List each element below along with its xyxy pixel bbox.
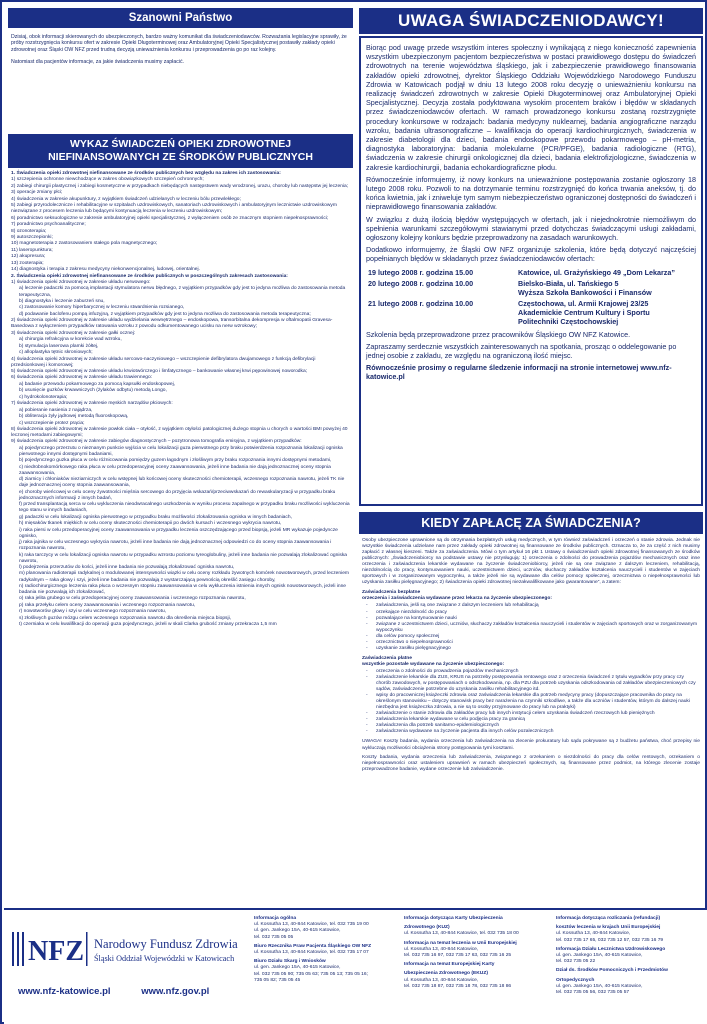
- contact-line: tel. 032 735 05 90; 735 05 63; 735 05 13; 735 05 16;: [254, 971, 368, 977]
- national-site-link[interactable]: www.nfz.gov.pl: [141, 986, 210, 997]
- contact-heading: Dział ds. Środków Pomocniczych i Przedmiotów: [556, 968, 668, 974]
- free-title: Zaświadczenia bezpłatne: [362, 590, 421, 596]
- regional-site-link[interactable]: www.nfz-katowice.pl: [18, 986, 111, 997]
- list-item: b) usunięcie guzków krwawniczych (żylaków odbytu) metodą Longo,: [19, 388, 167, 394]
- contact-line: ul. gen. Jankego 15A, 40-615 Katowice,: [556, 983, 643, 989]
- bullet-item: [362, 622, 700, 634]
- intro-text: [8, 28, 353, 128]
- list-item: 14) diagnostyka i terapia z zakresu medycyny niekonwencjonalnej, ludowej, orientalnej.: [11, 267, 200, 273]
- list-item: m) planowania radioterapii radykalnej o modulowanej intensywności wiązki w celu oceny rozkładu żywotnych komórek nowotworowych, przed leczeniem radykalnym – raka głowy i szyi, jeżeli inne badania nie pozwalają z wystarczającą pewnością określić zasięgu choroby,: [19, 571, 350, 583]
- contact-line: tel. 032 735 16 97, 032 735 17 63, 032 735 16 25: [404, 953, 512, 959]
- list-item: 1. Świadczenia opieki zdrowotnej niefinansowane ze środków publicznych bez względu na zakres ich zastosowania:: [11, 171, 281, 176]
- contact-line: tel. 032 735 17 65, 032 735 12 57, 032 735 16 79: [556, 937, 664, 943]
- list-banner-line: WYKAZ ŚWIADCZEŃ OPIEKI ZDROWOTNEJ: [69, 138, 292, 150]
- session-place-line: Bielsko-Biała, ul. Tańskiego 5: [518, 278, 619, 288]
- contact-line: ul. gen. Jankego 15A, 40-615 Katowice,: [254, 965, 341, 971]
- bullet-text: zaświadczenia lekarskie wydawane w celu podjęcia pracy za granicą: [376, 717, 525, 723]
- list-banner: [8, 134, 353, 168]
- session-row: [366, 278, 696, 298]
- list-item: s) złośliwych guzów mózgu celem wczesnego rozpoznania nawrotu dla określenia miejsca biopsji,: [19, 615, 232, 621]
- intro-paragraph: Natomiast dla pacjentów informacje, za jakie świadczenia musimy zapłacić.: [11, 59, 184, 66]
- bullet-text: zaświadczenia wydawane na życzenie pacjenta dla innych celów pozaleczniczych: [376, 729, 554, 735]
- bullet-text: zaświadczenie lekarskie dla ZUS, KRUS na potrzeby postępowania rentowego oraz z orzeczenia świadczeń z tytułu wypadków przy pracy czy chorób zawodowych, w postępowaniach o odszkodowania, np. dla PZU dla potrzeb uzyskania odszkodowania od zakładów ubezpieczeniowych czy sądów, zaświadczenie potrzebne do uzyskania zasiłku rehabilitacyjnego itd.: [376, 674, 696, 693]
- session-date: 20 lutego 2008 r. godzina 10.00: [368, 278, 474, 288]
- list-item: k) raka tarczycy w celu lokalizacji ogniska nawrotu w przypadku wzrostu poziomu tyreoglobuliny, jeżeli inne badania nie pozwalają zlokalizować ogniska nawrotu,: [19, 552, 348, 564]
- bullet-text: związane z uczestnictwem dzieci, uczniów, słuchaczy zakładów kształcenia nauczycieli i studentów w zajęciach sportowych oraz w zorganizowanym wypoczynku: [376, 621, 698, 633]
- list-item: 5) zabiegi przyrodolecznicze i rehabilitacyjne w szpitalach uzdrowiskowych, sanatoriach uzdrowiskowych i ambulatoryjnym lecznictwie uzdrowiskowym niezwiązane z procesem leczenia lub będącymi kontynuacją leczenia w leczeniu uzdrowiskowym;: [11, 203, 337, 215]
- list-item: c) hydrokolonoterapia;: [19, 394, 68, 400]
- final-note: Koszty badania, wydania orzeczenia lub zaświadczenia, związanego z orzekaniem o niezdolności do pracy dla celów rentowych, orzekaniem o niepełnosprawności oraz ustaleniem uprawnień w ramach ubezpieczeń społecznych, są finansowane przez podmiot, na którego zlecenie zostaje przeprowadzone badanie, wydane orzeczenie lub zaświadczenie.: [362, 754, 700, 772]
- warning-paragraph: Biorąc pod uwagę przede wszystkim interes społeczny i wynikającą z niego konieczność zapewnienia wszystkim ubezpieczonym pacjentom bezpieczeństwa w postaci prawidłowego dostępu do świadczeń zdrowotnych na terenie województwa śląskiego, jak i zabezpieczenie prawidłowego finansowania zakładów opieki zdrowotnej, dyrektor Śląskiego Oddziału Wojewódzkiego Narodowego Funduszu Zdrowia w Katowicach podjął w dniu 13 lutego 2008 roku decyzję o unieważnieniu konkursu na realizację świadczeń zdrowotnych w zakresie Opieki Długoterminowej oraz Ambulatoryjnej Opieki Specjalistycznej. Decyzja została podyktowana wysokim procentem braków i błędów w składanych przez świadczeniodawców ofertach. W ramach prowadzonego konkursu zostaną rozstrzygnięte procedury konkursowe w rodzajach: badania medycyny nuklearnej, badania angiograficzne narządu wzroku, badania ultrasonograficzne – kwalifikacja do operacji kardiochirurgicznych, świadczenia w zakresie diabetologii dla dzieci, badania endoskopowe przewodu pokarmowego – pH-metria, diagnostyka laboratoryjna: badania molekularne (PCR/PFGE), badania radiologiczne (RTG), świadczenia w zakresie chirurgii onkologicznej dla dzieci, badania elektrofizjologiczne, świadczenia w zakresie kardiochirurgii, badania echokardiograficzne płodu.: [366, 43, 696, 172]
- list-item: a) pobieranie nasienia z najądrza,: [19, 407, 93, 413]
- contact-heading: Informacja na temat Europejskiej Karty: [404, 962, 495, 968]
- contact-heading: Informacja dotycząca Karty Ubezpieczenia: [404, 916, 503, 921]
- contact-heading: Informacja Działu Lecznictwa Uzdrowiskowego: [556, 946, 666, 952]
- list-item: c) zastosowanie komory hiperbarycznej w leczeniu stwardnienia rozsianego,: [19, 305, 185, 311]
- payment-intro: Osoby ubezpieczone uprawnione są do otrzymania bezpłatnych usług medycznych, w tym również zaświadczeń i orzeczeń o stanie zdrowia. Jednak nie wszystkie świadczenia udzielane nam przez zakłady opieki zdrowotnej są finansowane ze środków publicznych. Oznacza to, że za część z nich musimy zapłacić z własnej kieszeni. Także za zaświadczenia. Mówi o tym artykuł 16 pkt 1 Ustawy o świadczeniach opieki zdrowotnej finansowanych ze środków publicznych: „Świadczeniobiorcy na podstawie ustawy nie przysługują: 1) orzeczenia o zdolności do prowadzenia pojazdów mechanicznych oraz inne orzeczenia i zaświadczenia lekarskie wydawane na życzenie świadczeniobiorcy, jeżeli nie są one związane z dalszym leczeniem, rehabilitacją, niezdolnością do pracy, kontynuowaniem nauki, uczestnictwem dzieci, uczniów, słuchaczy zakładów kształcenia nauczycieli i studentów w zajęciach sportowych i w zorganizowanym wypoczynku, a także jeżeli nie są wydawane dla celów pomocy społecznej, orzecznictwa o niepełnosprawności lub uzyskania zasiłku pielęgnacyjnego; 2) świadczenia opieki zdrowotnej niezakwalifikowane jako gwarantowane”, a zatem:: [362, 538, 700, 586]
- dash-bullet-icon: -: [366, 717, 368, 723]
- list-item: c) wszczepienie protez prącia;: [19, 420, 85, 426]
- dash-bullet-icon: -: [366, 693, 368, 699]
- list-item: 11) laseropunktura;: [11, 247, 53, 253]
- right-column: [359, 8, 703, 906]
- dash-bullet-icon: -: [366, 674, 368, 680]
- bullet-item: [362, 675, 700, 693]
- session-place: [516, 278, 696, 298]
- list-item: 2) zabiegi chirurgii plastycznej i zabiegi kosmetyczne w przypadkach niebędących następstwem wady wrodzonej, urazu, choroby lub następstw jej leczenia;: [11, 183, 349, 189]
- dash-bullet-icon: -: [366, 723, 368, 729]
- list-item: t) czerniaka w celu kwalifikacji do operacji guza pojedynczego, jeżeli w skali Clarka grubość zmiany przekracza 1,5 mm: [19, 622, 277, 628]
- footer-contacts-1: [254, 916, 402, 984]
- footer-contacts-3: [556, 916, 704, 996]
- list-item: 3) świadczenia opieki zdrowotnej w zakresie gałki ocznej:: [11, 330, 136, 336]
- contact-line: ul. Kossutha 13, 40-844 Katowice,: [556, 931, 631, 937]
- services-list: [8, 168, 353, 906]
- warning-box: [359, 36, 703, 506]
- contact-line: ul. gen. Jankego 15A, 40-615 Katowice,: [254, 928, 341, 934]
- org-name: Narodowy Fundusz Zdrowia: [94, 937, 238, 951]
- list-item: 7) poradnictwo psychoanalityczne;: [11, 222, 86, 228]
- list-item: a) chirurgia refrakcyjna w korekcie wad wzroku,: [19, 337, 122, 343]
- dash-bullet-icon: -: [366, 639, 368, 645]
- warning-banner: UWAGA ŚWIADCZENIODAWCY!: [359, 8, 703, 34]
- warning-paragraph: W związku z dużą ilością błędów występujących w ofertach, jak i niejednokrotnie niemożliwym do spełnienia warunkami szczegółowymi stawianymi przed dotychczas świadczącymi usługi zakładami, ogłoszony kolejny konkurs będzie przeprowadzony na zasadach warunkowych.: [366, 214, 696, 243]
- dash-bullet-icon: -: [366, 645, 368, 651]
- list-item: 1) świadczenia opieki zdrowotnej w zakresie układu nerwowego:: [11, 280, 151, 286]
- session-place: [516, 298, 696, 327]
- contact-heading: Biuro Rzecznika Praw Pacjenta Śląskiego OW NFZ: [254, 943, 372, 949]
- list-item: 10) magnetoterapia z zastosowaniem stałego pola magnetycznego;: [11, 241, 158, 247]
- session-date: 21 lutego 2008 r. godzina 10.00: [368, 298, 474, 308]
- contact-heading: Zdrowotnego (KUZ): [404, 925, 450, 931]
- list-item: c) alloplastyka tętnic skroniowych;: [19, 350, 93, 356]
- contact-line: tel. 032 735 05 22: [556, 959, 596, 965]
- list-item: 4) świadczenia w zakresie akupunktury, z wyjątkiem świadczeń udzielanych w leczeniu bólu przewlekłego;: [11, 196, 241, 202]
- left-column: [8, 8, 353, 906]
- session-place-line: Wyższa Szkoła Bankowości i Finansów: [518, 287, 652, 297]
- logo-letters: NFZ: [28, 936, 84, 967]
- list-item: 7) świadczenia opieki zdrowotnej w zakresie męskich narządów płciowych:: [11, 401, 173, 407]
- contact-line: ul. Kossutha 13, 40-844 Katowice, tel. 032 735 17 07: [254, 950, 369, 956]
- bullet-text: wpisy do pracowniczej książeczki zdrowia oraz zaświadczenia lekarskie dla potrzeb medycyny pracy (dopuszczające pracownika do pracy na określonym stanowisku – dotyczy stanowisk pracy bez narażenia na czynniki szkodliwe, a także dla uczniów i studentów, którym do dalszej nauki niezbędna jest książeczka zdrowia, a nie są to osoby przyjmowane do pracy lub na praktyki): [376, 693, 690, 711]
- footer: [4, 908, 707, 1024]
- list-item: l) podejrzenia przerzutów do kości, jeżeli inne badania nie pozwalają zlokalizować ogniska nawrotu,: [19, 565, 235, 571]
- uwaga-note: UWAGA! Koszty badania, wydania orzeczenia lub zaświadczenia na zlecenie prokuratury lub sądu pokrywane są z budżetu państwa, choć przepisy nie wykluczają możliwości obciążenia strony postępowania tymi kosztami.: [362, 739, 700, 751]
- nfz-logo-mark: [12, 928, 248, 970]
- list-item: b) obliteracja żyły jądrowej metodą fluoroskopową,: [19, 414, 129, 420]
- contact-heading: Biuro Działu Skarg i Wniosków: [254, 959, 326, 965]
- session-place: [516, 267, 696, 278]
- paid-list: [362, 669, 700, 736]
- list-item: 3) operacje zmiany płci;: [11, 190, 63, 196]
- list-item: n) radiochirurgicznego leczenia raka płuca o wczesnym stopniu zaawansowania w celu wykluczenia istnienia innych ognisk nowotworowych, jeżeli inne badania nie pozwalają ich zlokalizować,: [19, 583, 347, 596]
- paid-subtitle: wszystkie pozostałe wydawane na życzenie ubezpieczonego:: [362, 661, 505, 667]
- contact-heading: Informacja na temat leczenia w Unii Europejskiej: [404, 940, 517, 946]
- warning-paragraph: Równocześnie informujemy, iż nowy konkurs na unieważnione postępowania zostanie ogłoszony 18 lutego 2008 roku. Pozwoli to na dotrzymanie terminu rozstrzygnięć do końca trwania aneksów, tj. do końca kwietnia, jak i zniweluje tym samym niebezpieczeństwo ograniczonej dostępności do świadczeń i nieprawidłowego finansowania zakładów.: [366, 174, 696, 212]
- list-item: 8) świadczenia opieki zdrowotnej w zakresie powłok ciała – otyłość, z wyjątkiem otyłości patologicznej dużego stopnia u chorych o wartości BMI powyżej 40 leczonej metodami zabiegowymi;: [11, 426, 348, 438]
- session-place-line: Akademickie Centrum Kultury i Sportu: [518, 307, 650, 317]
- list-item: f) przed transplantacją serca w celu wykluczenia nieodwracalnego uszkodzenia w wyniku procesu zapalnego w przypadku braku możliwości wykluczenia tego stanu w innych badaniach,: [19, 502, 350, 514]
- bullet-text: orzeczenia o zdolności do prowadzenia pojazdów mechanicznych: [376, 668, 519, 674]
- list-item: b) diagnostyka i leczenie zaburzeń snu,: [19, 298, 105, 304]
- free-subtitle: orzeczenia i zaświadczenia wydawane przez lekarza na życzenie ubezpieczonego:: [362, 596, 552, 602]
- dash-bullet-icon: -: [366, 603, 368, 609]
- contact-line: tel. 032 735 05 05: [254, 934, 294, 940]
- list-item: a) leczenie padaczki za pomocą implantacji stymulatora nerwu błędnego, z wyjątkiem przypadków gdy jest to jedyna możliwa do zastosowania metoda terapeutyczna,: [19, 286, 346, 298]
- warning-paragraph: Dodatkowo informujemy, że Śląski OW NFZ organizuje szkolenia, które będą dotyczyć najczęściej popełnianych błędów w składanych przez świadczeniodawców ofertach:: [366, 245, 696, 264]
- list-item: 9) świadczenia opieki zdrowotnej w zakresie zabiegów diagnostycznych – pozytronowa tomografia emisyjna, z wyjątkiem przypadków:: [11, 439, 302, 445]
- list-item: p) raka przełyku celem oceny zaawansowania i wczesnego rozpoznania nawrotu,: [19, 602, 196, 608]
- bullet-text: dla celów pomocy społecznej: [376, 633, 440, 639]
- bullet-text: orzekające niezdolność do pracy: [376, 609, 447, 615]
- org-subtitle: Śląski Oddział Wojewódzki w Katowicach: [94, 954, 235, 963]
- list-item: 1) szczepienia ochronne niewchodzące w zakres obowiązkowych szczepień ochronnych;: [11, 177, 204, 183]
- list-item: b) pojedynczego guzka płuca w celu różnicowania pomiędzy guzem łagodnym i złośliwym przy braku rozpoznania innymi dostępnymi metodami,: [19, 458, 332, 464]
- warning-paragraph: Zapraszamy serdecznie wszystkich zainteresowanych na spotkania, prosząc o oddelegowanie po jednej osobie z zakładu, ze względu na ograniczoną ilość miejsc.: [366, 341, 677, 361]
- contact-heading: Ubezpieczenia Zdrowotnego (EKUZ): [404, 971, 488, 977]
- list-item: c) niedrobnokomórkowego raka płuca w celu przedoperacyjnej oceny zaawansowania, jeżeli inne badania nie dają jednoznacznej oceny stopnia zaawansowania,: [19, 464, 331, 476]
- bullet-text: uzyskanie zasiłku pielęgnacyjnego: [376, 645, 451, 651]
- list-item: a) badanie przewodu pokarmowego za pomocą kapsułki endoskopowej,: [19, 381, 176, 387]
- bullet-item: [362, 646, 700, 652]
- footer-links: [18, 986, 209, 997]
- payment-banner: KIEDY ZAPŁACĘ ZA ŚWIADCZENIA?: [359, 512, 703, 534]
- list-item: d) podawanie baclofenu pompą infuzyjną, z wyjątkiem przypadków gdy jest to jedyna możliwa do zastosowania metoda terapeutyczna;: [19, 311, 311, 317]
- list-item: 12) akupresura;: [11, 254, 46, 260]
- list-item: 6) świadczenia opieki zdrowotnej w zakresie układu trawiennego:: [11, 375, 153, 381]
- bullet-text: orzecznictwo o niepełnosprawności: [376, 639, 453, 645]
- contact-heading: Informacja ogólna: [254, 916, 297, 921]
- contact-line: ul. Kossutha 13, 40-844 Katowice,: [404, 946, 479, 952]
- list-item: 4) świadczenia opieki zdrowotnej w zakresie układu sercowo-naczyniowego – wszczepienie defibrylatora dwujamowego z funkcją defibrylacji przedsionkowej i komorowej;: [11, 356, 316, 368]
- contact-heading: kosztów leczenia w krajach Unii Europejskiej: [556, 925, 661, 931]
- list-banner-line: NIEFINANSOWANYCH ZE ŚRODKÓW PUBLICZNYCH: [48, 151, 313, 163]
- contact-heading: Ortopedycznych: [556, 977, 595, 983]
- contact-line: ul. Kossutha 13, 40-844 Katowice,: [404, 977, 479, 983]
- list-item: e) choroby wieńcowej w celu oceny żywotności mięśnia sercowego do przyjęcia wskazań/przeciwwskazań do rewaskularyzacji w przypadku braku jednoznacznych informacji z innych badań,: [19, 489, 336, 501]
- list-item: i) raka piersi w celu przedoperacyjnej oceny zaawansowania w przypadku leczenia oszczędzającego przed biopsją, jeżeli MR wykazuje pojedyncze ognisko,: [19, 527, 338, 539]
- payment-section: [359, 534, 703, 906]
- list-item: 9) autoszczepionki;: [11, 234, 53, 240]
- list-item: 5) świadczenia opieki zdrowotnej w zakresie układu krwiotwórczego i limfatycznego – bankowanie własnej krwi pępowinowej noworodka;: [11, 369, 308, 374]
- bullet-text: zaświadczenia dla potrzeb sanitarno-epidemiologicznych: [376, 723, 500, 729]
- bullet-text: zaświadczenia, jeśli są one związane z dalszym leczeniem lub rehabilitacją: [376, 603, 539, 609]
- list-item: g) padaczki w celu lokalizacji ogniska pierwotnego w przypadku braku możliwości zlokalizowania ogniska w innych badaniach,: [19, 514, 292, 520]
- list-item: d) ziarnicy i chłoniaków nieziarniczych w celu wstępnej lub końcowej oceny skuteczności chemioterapii, wczesnego rozpoznania nawrotu, jeżeli TK nie daje jednoznacznej oceny stopnia zaawansowania,: [19, 477, 345, 489]
- contact-line: ul. Kossutha 13, 40-844 Katowice, tel. 032 735 18 00: [404, 931, 519, 937]
- list-item: a) pojedynczego przerzutu o nieznanym punkcie wyjścia w celu lokalizacji guza pierwotnego przy braku potwierdzenia rozpoznania lokalizacji ogniska pierwotnego innymi dostępnymi badaniami,: [19, 445, 343, 457]
- bullet-item: [362, 693, 700, 711]
- dash-bullet-icon: -: [366, 668, 368, 674]
- nfz-logo: [12, 928, 248, 970]
- dash-bullet-icon: -: [366, 621, 368, 627]
- list-item: h) mięsaków tkanek miękkich w celu oceny skuteczności chemioterapii po dwóch kursach i wczesnego wykrycia nawrotu,: [19, 521, 282, 527]
- session-place-line: Katowice, ul. Grażyńskiego 49 „Dom Lekarza”: [518, 267, 675, 277]
- paid-title: Zaświadczenia płatne: [362, 655, 413, 661]
- contact-line: ul. Kossutha 13, 40-844 Katowice, tel. 032 735 19 00: [254, 922, 369, 928]
- dash-bullet-icon: -: [366, 633, 368, 639]
- list-item: 2) świadczenia opieki zdrowotnej w zakresie układu wydzielania wewnętrznego – endoskopowa, transorbitalna dekompresja w oftalmopatii Gravesa-Basedowa z wyłączeniem przypadków ratowania wzroku z powodu odkumentowanego ucisku na nerw wzrokowy;: [11, 318, 333, 330]
- session-row: [366, 298, 696, 327]
- dash-bullet-icon: -: [366, 609, 368, 615]
- contact-line: tel. 032 735 05 56, 032 735 05 57: [556, 990, 630, 996]
- footer-contacts-2: [404, 916, 554, 990]
- list-item: o) raka jelita grubego w celu przedoperacyjnej oceny zaawansowania i wczesnego rozpoznania nawrotu,: [19, 596, 246, 602]
- list-item: j) raka jajnika w celu wczesnego wykrycia nawrotu, jeżeli inne badania nie dają jednoznacznej odpowiedzi co do oceny stopnia zaawansowania i rozpoznania nawrotu,: [19, 540, 332, 552]
- bullet-text: pozwalające na kontynuowanie nauki: [376, 615, 457, 621]
- training-sessions: [366, 267, 696, 327]
- session-place-line: Politechniki Częstochowskiej: [518, 316, 619, 326]
- contact-heading: Informacja dotycząca rozliczania (refundacji): [556, 916, 661, 921]
- contact-line: ul. gen. Jankego 15A, 40-615 Katowice,: [556, 953, 643, 959]
- bullet-item: [362, 729, 700, 735]
- closing-note: Równocześnie prosimy o regularne śledzenie informacji na stronie internetowej www.nfz-katowice.pl: [366, 363, 672, 382]
- session-place-line: Częstochowa, ul. Armii Krajowej 23/25: [518, 298, 649, 308]
- dash-bullet-icon: -: [366, 711, 368, 717]
- dash-bullet-icon: -: [366, 615, 368, 621]
- list-item: 13) zooterapia;: [11, 260, 44, 266]
- list-item: r) nowotworów głowy i szyi w celu wczesnego rozpoznania nawrotu,: [19, 609, 167, 615]
- free-list: [362, 603, 700, 651]
- warning-paragraph: Szkolenia będą przeprowadzone przez pracowników Śląskiego OW NFZ Katowice.: [366, 329, 631, 339]
- session-row: [366, 267, 696, 278]
- bullet-text: zaświadczenie o stanie zdrowia dla zakładów pracy lub innych instytucji celem uzyskania świadczeń rzeczowych lub pieniężnych: [376, 711, 655, 717]
- list-item: 6) poradnictwo seksuologiczne w zakresie ambulatoryjnej opieki specjalistycznej, z wyłączeniem osób ze znacznym stopniem niepełnosprawności;: [11, 215, 329, 221]
- list-item: b) stymulacja laserowa plamki żółtej,: [19, 343, 99, 349]
- list-item: 2. Świadczenia opieki zdrowotnej niefinansowane ze środków publicznych w poszczególnych zakresach zastosowania:: [11, 273, 288, 279]
- list-item: 8) ozonoterapia;: [11, 228, 47, 234]
- contact-line: 735 05 82; 735 05 45: [254, 977, 301, 983]
- session-date: 19 lutego 2008 r. godzina 15.00: [368, 267, 474, 277]
- intro-paragraph: Dzisiaj, obok informacji skierowanych do ubezpieczonych, bardzo ważny komunikat dla świadczeniodawców. Rozważania legislacyjne sprawiły, że próby rozstrzygnięcia konkursu ofert w zakresie Opieki Długoterminowej oraz Ambulatoryjnej Opieki Specjalistycznej postawiły zakłady opieki zdrowotnej oraz Śląski OW NFZ przed trudną decyzją unieważnienia konkursu i przeprowadzenia go po raz kolejny.: [11, 34, 347, 53]
- dash-bullet-icon: -: [366, 729, 368, 735]
- contact-line: tel. 032 735 18 87, 032 735 18 78, 032 735 18 86: [404, 983, 512, 989]
- greeting-banner: Szanowni Państwo: [8, 8, 353, 28]
